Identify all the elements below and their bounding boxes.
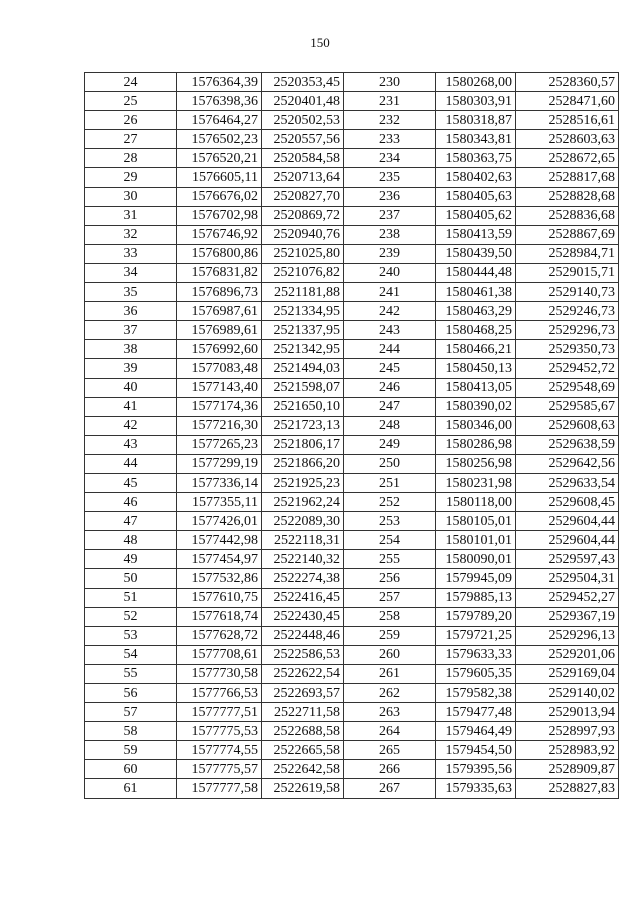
- point-number-cell: 61: [85, 779, 177, 798]
- x-coordinate-cell: 1580090,01: [436, 550, 516, 569]
- y-coordinate-cell: 2521342,95: [262, 340, 344, 359]
- x-coordinate-cell: 1579454,50: [436, 741, 516, 760]
- table-row: [85, 130, 619, 149]
- table-row: [85, 397, 619, 416]
- table-row: [85, 779, 619, 798]
- y-coordinate-cell: 2522688,58: [262, 722, 344, 741]
- point-number-cell: 41: [85, 397, 177, 416]
- table-row: [85, 493, 619, 512]
- x-coordinate-cell: 1577143,40: [177, 378, 262, 397]
- x-coordinate-cell: 1579789,20: [436, 607, 516, 626]
- x-coordinate-cell: 1580390,02: [436, 397, 516, 416]
- y-coordinate-cell: 2529604,44: [516, 531, 619, 550]
- point-number-cell: 241: [344, 283, 436, 302]
- table-row: [85, 760, 619, 779]
- y-coordinate-cell: 2521494,03: [262, 359, 344, 378]
- x-coordinate-cell: 1577610,75: [177, 588, 262, 607]
- table-row: [85, 283, 619, 302]
- x-coordinate-cell: 1579395,56: [436, 760, 516, 779]
- y-coordinate-cell: 2521806,17: [262, 435, 344, 454]
- point-number-cell: 57: [85, 703, 177, 722]
- y-coordinate-cell: 2528471,60: [516, 92, 619, 111]
- point-number-cell: 54: [85, 645, 177, 664]
- table-row: [85, 73, 619, 92]
- y-coordinate-cell: 2522711,58: [262, 703, 344, 722]
- table-row: [85, 302, 619, 321]
- x-coordinate-cell: 1576992,60: [177, 340, 262, 359]
- point-number-cell: 247: [344, 397, 436, 416]
- point-number-cell: 28: [85, 149, 177, 168]
- x-coordinate-cell: 1580303,91: [436, 92, 516, 111]
- table-row: [85, 512, 619, 531]
- point-number-cell: 45: [85, 473, 177, 492]
- table-row: [85, 244, 619, 263]
- y-coordinate-cell: 2528997,93: [516, 722, 619, 741]
- y-coordinate-cell: 2529296,73: [516, 321, 619, 340]
- y-coordinate-cell: 2529608,63: [516, 416, 619, 435]
- table-row: [85, 340, 619, 359]
- x-coordinate-cell: 1580346,00: [436, 416, 516, 435]
- table-row: [85, 263, 619, 282]
- x-coordinate-cell: 1577454,97: [177, 550, 262, 569]
- point-number-cell: 230: [344, 73, 436, 92]
- point-number-cell: 259: [344, 626, 436, 645]
- y-coordinate-cell: 2529604,44: [516, 512, 619, 531]
- table-row: [85, 722, 619, 741]
- x-coordinate-cell: 1579945,09: [436, 569, 516, 588]
- y-coordinate-cell: 2529633,54: [516, 473, 619, 492]
- point-number-cell: 48: [85, 531, 177, 550]
- point-number-cell: 252: [344, 493, 436, 512]
- point-number-cell: 242: [344, 302, 436, 321]
- table-row: [85, 378, 619, 397]
- coordinates-table-body: [85, 73, 619, 799]
- y-coordinate-cell: 2521650,10: [262, 397, 344, 416]
- point-number-cell: 256: [344, 569, 436, 588]
- y-coordinate-cell: 2528867,69: [516, 225, 619, 244]
- x-coordinate-cell: 1577442,98: [177, 531, 262, 550]
- x-coordinate-cell: 1580268,00: [436, 73, 516, 92]
- point-number-cell: 31: [85, 206, 177, 225]
- x-coordinate-cell: 1576987,61: [177, 302, 262, 321]
- x-coordinate-cell: 1579721,25: [436, 626, 516, 645]
- x-coordinate-cell: 1577774,55: [177, 741, 262, 760]
- x-coordinate-cell: 1580363,75: [436, 149, 516, 168]
- y-coordinate-cell: 2528817,68: [516, 168, 619, 187]
- x-coordinate-cell: 1577336,14: [177, 473, 262, 492]
- table-row: [85, 187, 619, 206]
- x-coordinate-cell: 1576702,98: [177, 206, 262, 225]
- point-number-cell: 55: [85, 664, 177, 683]
- point-number-cell: 29: [85, 168, 177, 187]
- x-coordinate-cell: 1580405,63: [436, 187, 516, 206]
- point-number-cell: 34: [85, 263, 177, 282]
- y-coordinate-cell: 2528909,87: [516, 760, 619, 779]
- point-number-cell: 231: [344, 92, 436, 111]
- point-number-cell: 258: [344, 607, 436, 626]
- table-row: [85, 531, 619, 550]
- y-coordinate-cell: 2521962,24: [262, 493, 344, 512]
- y-coordinate-cell: 2529597,43: [516, 550, 619, 569]
- x-coordinate-cell: 1580118,00: [436, 493, 516, 512]
- point-number-cell: 42: [85, 416, 177, 435]
- x-coordinate-cell: 1580101,01: [436, 531, 516, 550]
- x-coordinate-cell: 1576746,92: [177, 225, 262, 244]
- table-row: [85, 359, 619, 378]
- point-number-cell: 257: [344, 588, 436, 607]
- x-coordinate-cell: 1576364,39: [177, 73, 262, 92]
- point-number-cell: 58: [85, 722, 177, 741]
- point-number-cell: 251: [344, 473, 436, 492]
- x-coordinate-cell: 1576464,27: [177, 111, 262, 130]
- y-coordinate-cell: 2529140,02: [516, 684, 619, 703]
- x-coordinate-cell: 1576989,61: [177, 321, 262, 340]
- x-coordinate-cell: 1580463,29: [436, 302, 516, 321]
- page-number: 150: [310, 35, 330, 50]
- y-coordinate-cell: 2521337,95: [262, 321, 344, 340]
- y-coordinate-cell: 2520401,48: [262, 92, 344, 111]
- x-coordinate-cell: 1580466,21: [436, 340, 516, 359]
- x-coordinate-cell: 1577775,57: [177, 760, 262, 779]
- x-coordinate-cell: 1580450,13: [436, 359, 516, 378]
- x-coordinate-cell: 1580461,38: [436, 283, 516, 302]
- point-number-cell: 38: [85, 340, 177, 359]
- point-number-cell: 240: [344, 263, 436, 282]
- table-row: [85, 741, 619, 760]
- point-number-cell: 260: [344, 645, 436, 664]
- x-coordinate-cell: 1576896,73: [177, 283, 262, 302]
- table-row: [85, 569, 619, 588]
- x-coordinate-cell: 1580256,98: [436, 454, 516, 473]
- y-coordinate-cell: 2521076,82: [262, 263, 344, 282]
- point-number-cell: 33: [85, 244, 177, 263]
- y-coordinate-cell: 2520502,53: [262, 111, 344, 130]
- x-coordinate-cell: 1576800,86: [177, 244, 262, 263]
- y-coordinate-cell: 2521925,23: [262, 473, 344, 492]
- y-coordinate-cell: 2528836,68: [516, 206, 619, 225]
- table-row: [85, 607, 619, 626]
- x-coordinate-cell: 1577775,53: [177, 722, 262, 741]
- point-number-cell: 56: [85, 684, 177, 703]
- point-number-cell: 249: [344, 435, 436, 454]
- point-number-cell: 24: [85, 73, 177, 92]
- point-number-cell: 232: [344, 111, 436, 130]
- y-coordinate-cell: 2529246,73: [516, 302, 619, 321]
- y-coordinate-cell: 2520827,70: [262, 187, 344, 206]
- point-number-cell: 27: [85, 130, 177, 149]
- x-coordinate-cell: 1580231,98: [436, 473, 516, 492]
- table-row: [85, 550, 619, 569]
- table-row: [85, 473, 619, 492]
- x-coordinate-cell: 1579464,49: [436, 722, 516, 741]
- y-coordinate-cell: 2520869,72: [262, 206, 344, 225]
- x-coordinate-cell: 1580343,81: [436, 130, 516, 149]
- y-coordinate-cell: 2521723,13: [262, 416, 344, 435]
- point-number-cell: 234: [344, 149, 436, 168]
- y-coordinate-cell: 2528360,57: [516, 73, 619, 92]
- point-number-cell: 236: [344, 187, 436, 206]
- point-number-cell: 52: [85, 607, 177, 626]
- x-coordinate-cell: 1579335,63: [436, 779, 516, 798]
- point-number-cell: 51: [85, 588, 177, 607]
- point-number-cell: 53: [85, 626, 177, 645]
- x-coordinate-cell: 1580405,62: [436, 206, 516, 225]
- x-coordinate-cell: 1580318,87: [436, 111, 516, 130]
- x-coordinate-cell: 1580105,01: [436, 512, 516, 531]
- y-coordinate-cell: 2529585,67: [516, 397, 619, 416]
- y-coordinate-cell: 2522274,38: [262, 569, 344, 588]
- x-coordinate-cell: 1579885,13: [436, 588, 516, 607]
- table-row: [85, 588, 619, 607]
- x-coordinate-cell: 1580413,59: [436, 225, 516, 244]
- point-number-cell: 237: [344, 206, 436, 225]
- y-coordinate-cell: 2529642,56: [516, 454, 619, 473]
- point-number-cell: 250: [344, 454, 436, 473]
- y-coordinate-cell: 2529015,71: [516, 263, 619, 282]
- x-coordinate-cell: 1577708,61: [177, 645, 262, 664]
- table-row: [85, 92, 619, 111]
- y-coordinate-cell: 2520940,76: [262, 225, 344, 244]
- point-number-cell: 35: [85, 283, 177, 302]
- y-coordinate-cell: 2529638,59: [516, 435, 619, 454]
- x-coordinate-cell: 1577083,48: [177, 359, 262, 378]
- y-coordinate-cell: 2529548,69: [516, 378, 619, 397]
- y-coordinate-cell: 2529296,13: [516, 626, 619, 645]
- x-coordinate-cell: 1580468,25: [436, 321, 516, 340]
- y-coordinate-cell: 2529169,04: [516, 664, 619, 683]
- y-coordinate-cell: 2520713,64: [262, 168, 344, 187]
- point-number-cell: 47: [85, 512, 177, 531]
- x-coordinate-cell: 1577265,23: [177, 435, 262, 454]
- x-coordinate-cell: 1577766,53: [177, 684, 262, 703]
- point-number-cell: 46: [85, 493, 177, 512]
- table-row: [85, 321, 619, 340]
- point-number-cell: 32: [85, 225, 177, 244]
- x-coordinate-cell: 1577216,30: [177, 416, 262, 435]
- x-coordinate-cell: 1577628,72: [177, 626, 262, 645]
- table-row: [85, 664, 619, 683]
- x-coordinate-cell: 1577426,01: [177, 512, 262, 531]
- table-row: [85, 111, 619, 130]
- x-coordinate-cell: 1576502,23: [177, 130, 262, 149]
- y-coordinate-cell: 2520584,58: [262, 149, 344, 168]
- table-row: [85, 225, 619, 244]
- table-row: [85, 168, 619, 187]
- y-coordinate-cell: 2528827,83: [516, 779, 619, 798]
- point-number-cell: 36: [85, 302, 177, 321]
- point-number-cell: 49: [85, 550, 177, 569]
- x-coordinate-cell: 1580439,50: [436, 244, 516, 263]
- point-number-cell: 262: [344, 684, 436, 703]
- coordinates-table: [84, 72, 619, 799]
- y-coordinate-cell: 2529013,94: [516, 703, 619, 722]
- y-coordinate-cell: 2520353,45: [262, 73, 344, 92]
- point-number-cell: 254: [344, 531, 436, 550]
- point-number-cell: 246: [344, 378, 436, 397]
- x-coordinate-cell: 1577730,58: [177, 664, 262, 683]
- x-coordinate-cell: 1579633,33: [436, 645, 516, 664]
- y-coordinate-cell: 2529504,31: [516, 569, 619, 588]
- table-row: [85, 703, 619, 722]
- y-coordinate-cell: 2521181,88: [262, 283, 344, 302]
- point-number-cell: 239: [344, 244, 436, 263]
- point-number-cell: 40: [85, 378, 177, 397]
- x-coordinate-cell: 1579477,48: [436, 703, 516, 722]
- point-number-cell: 30: [85, 187, 177, 206]
- y-coordinate-cell: 2529608,45: [516, 493, 619, 512]
- y-coordinate-cell: 2522586,53: [262, 645, 344, 664]
- x-coordinate-cell: 1576605,11: [177, 168, 262, 187]
- x-coordinate-cell: 1579605,35: [436, 664, 516, 683]
- table-row: [85, 206, 619, 225]
- point-number-cell: 59: [85, 741, 177, 760]
- x-coordinate-cell: 1580402,63: [436, 168, 516, 187]
- x-coordinate-cell: 1580286,98: [436, 435, 516, 454]
- point-number-cell: 265: [344, 741, 436, 760]
- y-coordinate-cell: 2529367,19: [516, 607, 619, 626]
- table-row: [85, 684, 619, 703]
- point-number-cell: 266: [344, 760, 436, 779]
- x-coordinate-cell: 1576831,82: [177, 263, 262, 282]
- y-coordinate-cell: 2522118,31: [262, 531, 344, 550]
- x-coordinate-cell: 1577777,58: [177, 779, 262, 798]
- y-coordinate-cell: 2522089,30: [262, 512, 344, 531]
- y-coordinate-cell: 2522619,58: [262, 779, 344, 798]
- y-coordinate-cell: 2522430,45: [262, 607, 344, 626]
- point-number-cell: 261: [344, 664, 436, 683]
- y-coordinate-cell: 2528516,61: [516, 111, 619, 130]
- table-row: [85, 626, 619, 645]
- y-coordinate-cell: 2521866,20: [262, 454, 344, 473]
- x-coordinate-cell: 1576520,21: [177, 149, 262, 168]
- x-coordinate-cell: 1577618,74: [177, 607, 262, 626]
- point-number-cell: 50: [85, 569, 177, 588]
- point-number-cell: 44: [85, 454, 177, 473]
- table-row: [85, 416, 619, 435]
- y-coordinate-cell: 2522665,58: [262, 741, 344, 760]
- y-coordinate-cell: 2529350,73: [516, 340, 619, 359]
- point-number-cell: 248: [344, 416, 436, 435]
- table-row: [85, 454, 619, 473]
- y-coordinate-cell: 2522642,58: [262, 760, 344, 779]
- y-coordinate-cell: 2528603,63: [516, 130, 619, 149]
- y-coordinate-cell: 2528984,71: [516, 244, 619, 263]
- y-coordinate-cell: 2528828,68: [516, 187, 619, 206]
- point-number-cell: 37: [85, 321, 177, 340]
- point-number-cell: 263: [344, 703, 436, 722]
- y-coordinate-cell: 2528672,65: [516, 149, 619, 168]
- y-coordinate-cell: 2528983,92: [516, 741, 619, 760]
- y-coordinate-cell: 2529201,06: [516, 645, 619, 664]
- x-coordinate-cell: 1577777,51: [177, 703, 262, 722]
- x-coordinate-cell: 1576398,36: [177, 92, 262, 111]
- y-coordinate-cell: 2529452,72: [516, 359, 619, 378]
- point-number-cell: 25: [85, 92, 177, 111]
- y-coordinate-cell: 2522622,54: [262, 664, 344, 683]
- y-coordinate-cell: 2522416,45: [262, 588, 344, 607]
- point-number-cell: 244: [344, 340, 436, 359]
- y-coordinate-cell: 2521334,95: [262, 302, 344, 321]
- y-coordinate-cell: 2522448,46: [262, 626, 344, 645]
- point-number-cell: 267: [344, 779, 436, 798]
- x-coordinate-cell: 1577532,86: [177, 569, 262, 588]
- point-number-cell: 253: [344, 512, 436, 531]
- point-number-cell: 26: [85, 111, 177, 130]
- point-number-cell: 255: [344, 550, 436, 569]
- table-row: [85, 149, 619, 168]
- point-number-cell: 43: [85, 435, 177, 454]
- table-row: [85, 645, 619, 664]
- y-coordinate-cell: 2521598,07: [262, 378, 344, 397]
- table-row: [85, 435, 619, 454]
- x-coordinate-cell: 1579582,38: [436, 684, 516, 703]
- y-coordinate-cell: 2522140,32: [262, 550, 344, 569]
- y-coordinate-cell: 2520557,56: [262, 130, 344, 149]
- x-coordinate-cell: 1580413,05: [436, 378, 516, 397]
- x-coordinate-cell: 1577355,11: [177, 493, 262, 512]
- x-coordinate-cell: 1580444,48: [436, 263, 516, 282]
- y-coordinate-cell: 2529452,27: [516, 588, 619, 607]
- point-number-cell: 264: [344, 722, 436, 741]
- point-number-cell: 233: [344, 130, 436, 149]
- point-number-cell: 235: [344, 168, 436, 187]
- x-coordinate-cell: 1577174,36: [177, 397, 262, 416]
- point-number-cell: 245: [344, 359, 436, 378]
- y-coordinate-cell: 2529140,73: [516, 283, 619, 302]
- point-number-cell: 60: [85, 760, 177, 779]
- y-coordinate-cell: 2521025,80: [262, 244, 344, 263]
- point-number-cell: 39: [85, 359, 177, 378]
- point-number-cell: 238: [344, 225, 436, 244]
- x-coordinate-cell: 1577299,19: [177, 454, 262, 473]
- x-coordinate-cell: 1576676,02: [177, 187, 262, 206]
- point-number-cell: 243: [344, 321, 436, 340]
- y-coordinate-cell: 2522693,57: [262, 684, 344, 703]
